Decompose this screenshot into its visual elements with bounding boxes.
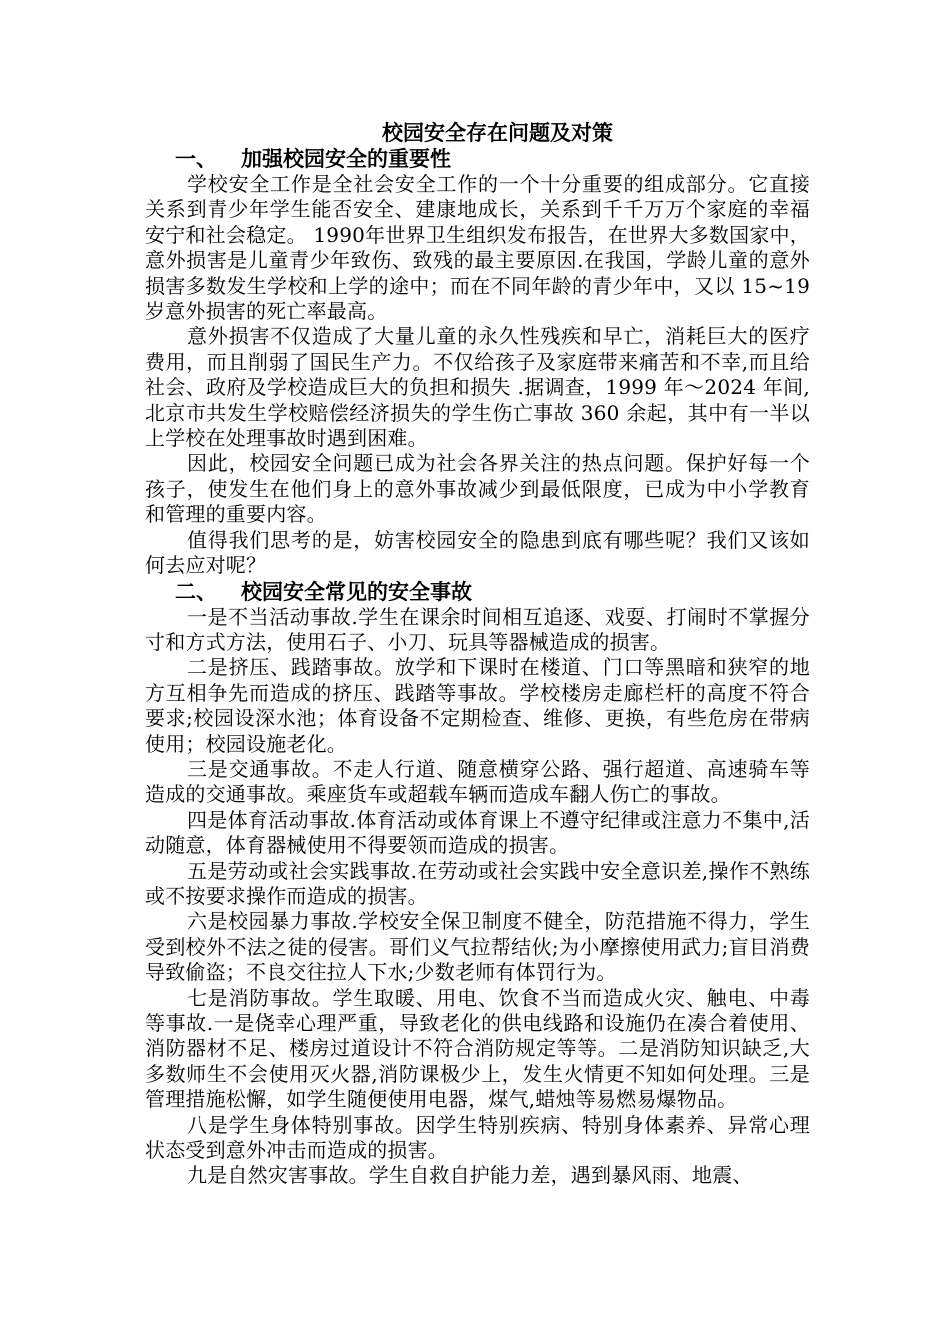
section-title: 校园安全常见的安全事故	[241, 578, 472, 604]
section-number: 二、	[175, 578, 217, 604]
paragraph: 三是交通事故。不走人行道、随意横穿公路、强行超道、高速骑车等造成的交通事故。乘座货车或超载车辆而造成车翻人伤亡的事故。	[145, 756, 810, 807]
section-number: 一、	[175, 146, 217, 171]
paragraph: 五是劳动或社会实践事故.在劳动或社会实践中安全意识差,操作不熟练或不按要求操作而造成的损害。	[145, 858, 810, 908]
paragraph: 四是体育活动事故.体育活动或体育课上不遵守纪律或注意力不集中,活动随意，体育器械使用不得要领而造成的损害。	[145, 807, 810, 858]
paragraph: 六是校园暴力事故.学校安全保卫制度不健全，防范措施不得力，学生受到校外不法之徒的侵害。哥们义气拉帮结伙;为小摩擦使用武力;盲目消费导致偷盗；不良交往拉人下水;少数老师有体罚行为。	[145, 909, 810, 985]
paragraph: 因此，校园安全问题已成为社会各界关注的热点问题。保护好每一个孩子，使发生在他们身上的意外事故减少到最低限度，已成为中小学教育和管理的重要内容。	[145, 451, 810, 527]
section-title: 加强校园安全的重要性	[241, 146, 451, 171]
paragraph: 七是消防事故。学生取暖、用电、饮食不当而造成火灾、触电、中毒等事故.一是侥幸心理严重，导致老化的供电线路和设施仍在凑合着使用、消防器材不足、楼房过道设计不符合消防规定等等。二是消防知识缺乏,大多数师生不会使用灭火器,消防课极少上，发生火情更不知如何处理。三是管理措施松懈，如学生随便使用电器，煤气,蜡烛等易燃易爆物品。	[145, 985, 810, 1112]
paragraph: 学校安全工作是全社会安全工作的一个十分重要的组成部分。它直接关系到青少年学生能否安全、建康地成长，关系到千千万万个家庭的幸福安宁和社会稳定。 1990年世界卫生组织发布报告，在世界大多数国家中，意外损害是儿童青少年致伤、致残的最主要原因.在我国，学龄儿童的意外损害多数发生学校和上学的途中；而在不同年龄的青少年中，又以 15~19 岁意外损害的死亡率最高。	[145, 172, 810, 324]
section-heading-2	[145, 579, 810, 605]
document-body	[145, 120, 810, 1189]
paragraph: 意外损害不仅造成了大量儿童的永久性残疾和早亡，消耗巨大的医疗费用，而且削弱了国民生产力。不仅给孩子及家庭带来痛苦和不幸,而且给社会、政府及学校造成巨大的负担和损失 .据调查，1999 年～2024 年间,北京市共发生学校赔偿经济损失的学生伤亡事故 360 余起，其中有一半以上学校在处理事故时遇到困难。	[145, 324, 810, 451]
document-title: 校园安全存在问题及对策	[382, 120, 613, 145]
paragraph: 九是自然灾害事故。学生自救自护能力差，遇到暴风雨、地震、	[187, 1163, 753, 1188]
section-heading-1	[145, 146, 810, 172]
paragraph: 值得我们思考的是，妨害校园安全的隐患到底有哪些呢？我们又该如何去应对呢？	[145, 527, 810, 578]
paragraph: 八是学生身体特别事故。因学生特别疾病、特别身体素养、异常心理状态受到意外冲击而造成的损害。	[145, 1112, 810, 1163]
paragraph: 一是不当活动事故.学生在课余时间相互追逐、戏耍、打闹时不掌握分寸和方式方法，使用石子、小刀、玩具等器械造成的损害。	[145, 604, 810, 654]
paragraph: 二是挤压、践踏事故。放学和下课时在楼道、门口等黑暗和狭窄的地方互相争先而造成的挤压、践踏等事故。学校楼房走廊栏杆的高度不符合要求;校园设深水池；体育设备不定期检查、维修、更换，有些危房在带病使用；校园设施老化。	[145, 655, 810, 756]
